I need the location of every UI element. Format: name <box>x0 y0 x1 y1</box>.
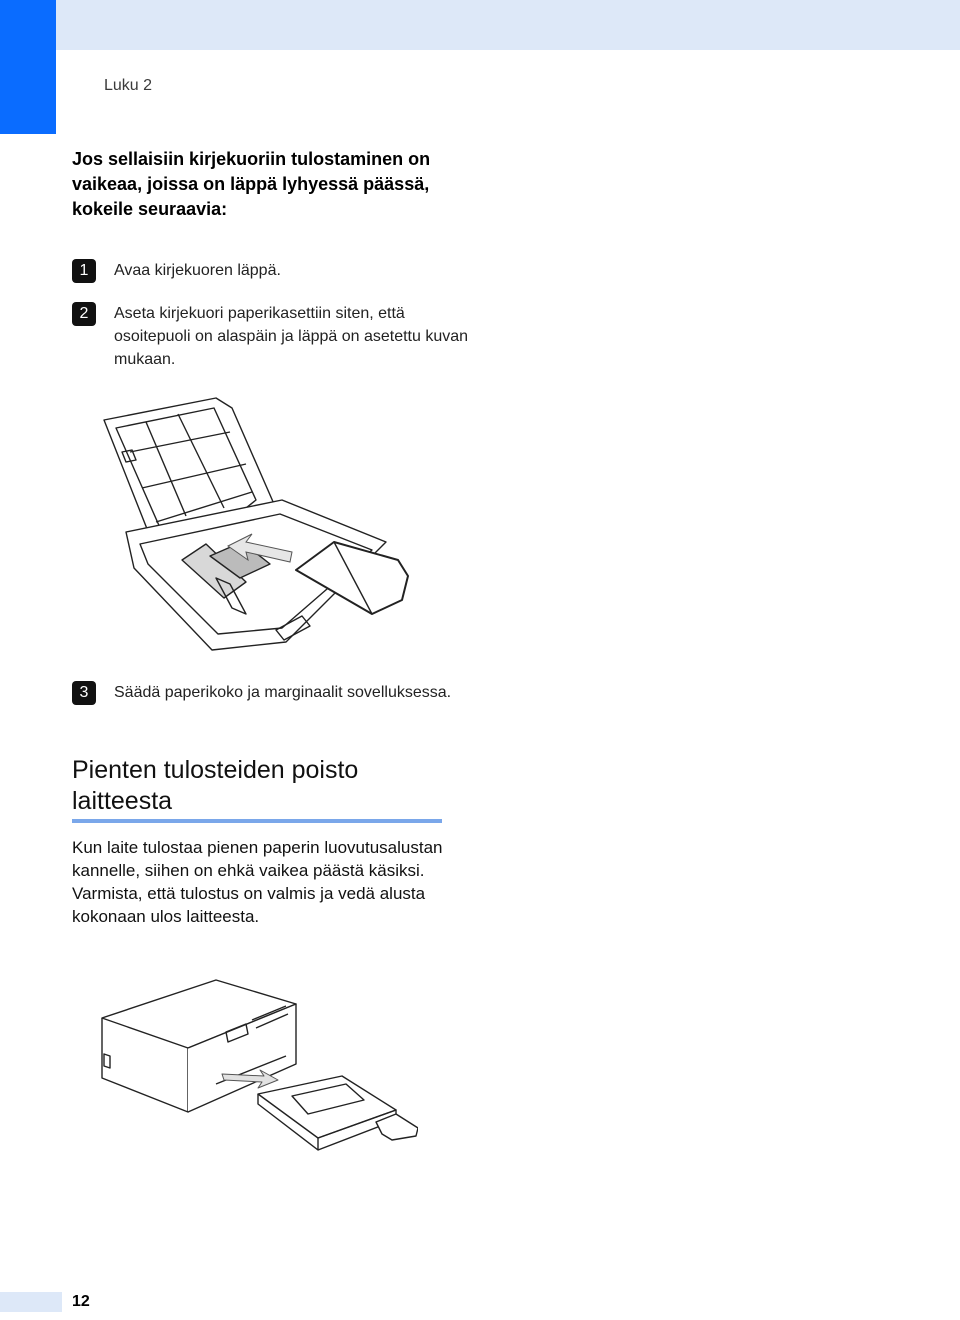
subheading: Jos sellaisiin kirjekuoriin tulostaminen on vaikeaa, joissa on läppä lyhyessä päässä, kokeile seuraavia: <box>72 149 431 219</box>
step-text: Avaa kirjekuoren läppä. <box>114 262 281 279</box>
section-title: Pienten tulosteiden poisto laitteesta <box>72 756 359 815</box>
step-number: 1 <box>72 259 96 283</box>
section-body: Kun laite tulostaa pienen paperin luovutusalustan kannelle, siihen on ehkä vaikea päästä käsiksi. Varmista, että tulostus on valmis ja vedä alusta kokonaan ulos laitteesta. <box>72 838 443 926</box>
footer-band <box>0 1292 62 1312</box>
step-number: 2 <box>72 302 96 326</box>
chapter-tab <box>0 0 56 134</box>
step-text: Säädä paperikoko ja marginaalit sovelluksessa. <box>114 684 452 701</box>
step-text: Aseta kirjekuori paperikasettiin siten, että osoitepuoli on alaspäin ja läppä on asetettu kuvan mukaan. <box>114 305 469 368</box>
chapter-label: Luku 2 <box>104 77 153 94</box>
printer-tray-illustration <box>96 972 418 1152</box>
header-band <box>0 0 960 50</box>
section-rule <box>72 819 442 823</box>
step-number: 3 <box>72 681 96 705</box>
envelope-tray-illustration <box>96 392 426 660</box>
page-number: 12 <box>72 1293 90 1310</box>
